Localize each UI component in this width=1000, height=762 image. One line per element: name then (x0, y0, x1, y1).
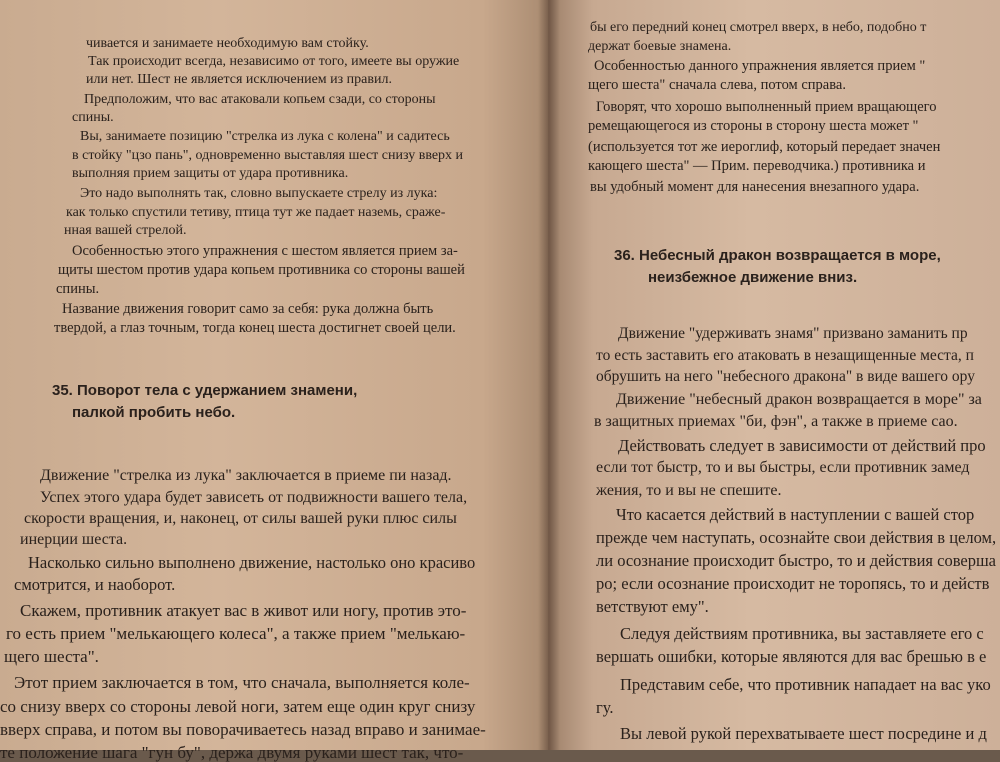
text-line: смотрится, и наоборот. (14, 575, 176, 594)
section-heading-35-line2: палкой пробить небо. (72, 404, 236, 421)
text-line: Действовать следует в зависимости от действий про (618, 436, 986, 455)
text-line: нная вашей стрелой. (64, 223, 187, 238)
text-line: Это надо выполнять так, словно выпускаете стрелу из лука: (80, 186, 438, 201)
text-line: Особенностью данного упражнения является прием " (594, 58, 926, 74)
text-line: Вы левой рукой перехватываете шест посредине и д (620, 724, 987, 743)
section-heading-36: 36. Небесный дракон возвращается в море, (614, 247, 941, 264)
text-line: те положение шага "гун бу", держа двумя руками шест так, что- (0, 743, 464, 762)
text-line: в стойку "цзо пань", одновременно выставляя шест снизу вверх и (72, 148, 464, 163)
text-line: ро; если осознание происходит не торопясь, то и действ (596, 574, 990, 593)
section-heading-35: 35. Поворот тела с удержанием знамени, (52, 382, 358, 399)
text-line: Движение "небесный дракон возвращается в море" за (616, 391, 982, 408)
text-line: ли осознание происходит быстро, то и действия соверша (596, 551, 997, 570)
text-line: скорости вращения, и, наконец, от силы вашей руки плюс силы (24, 510, 457, 527)
text-line: го есть прием "мелькающего колеса", а также прием "мелькаю- (6, 624, 466, 643)
text-line: щиты шестом против удара копьем противника со стороны вашей (58, 262, 465, 278)
text-line: спины. (56, 281, 100, 297)
right-book-page (548, 0, 1000, 750)
text-line: чивается и занимаете необходимую вам стойку. (86, 36, 369, 51)
text-line: то есть заставить его атаковать в незащищенные места, п (596, 347, 974, 364)
text-line: вы удобный момент для нанесения внезапного удара. (590, 179, 920, 195)
text-line: Успех этого удара будет зависеть от подвижности вашего тела, (40, 489, 468, 506)
text-line: Название движения говорит само за себя: рука должна быть (62, 301, 434, 317)
text-line: Насколько сильно выполнено движение, настолько оно красиво (28, 553, 476, 572)
text-line: или нет. Шест не является исключением из правил. (86, 72, 392, 87)
text-line: держат боевые знамена. (588, 39, 732, 54)
text-line: спины. (72, 110, 114, 125)
book-spine-gutter (538, 0, 560, 750)
text-line: бы его передний конец смотрел вверх, в небо, подобно т (590, 20, 927, 35)
text-line: со снизу вверх со стороны левой ноги, затем еще один круг снизу (0, 697, 476, 716)
text-line: твердой, а глаз точным, тогда конец шеста достигнет своей цели. (54, 320, 456, 336)
text-line: если тот быстр, то и вы быстры, если противник замед (596, 459, 970, 476)
text-line: инерции шеста. (20, 531, 128, 548)
section-heading-36-line2: неизбежное движение вниз. (648, 269, 858, 286)
text-line: как только спустили тетиву, птица тут же падает наземь, сраже- (66, 205, 446, 220)
text-line: в защитных приемах "би, фэн", а также в приеме сао. (594, 413, 958, 430)
text-line: щего шеста". (4, 647, 99, 666)
text-line: Особенностью этого упражнения с шестом является прием за- (72, 243, 458, 259)
text-line: щего шеста" сначала слева, потом справа. (588, 77, 846, 93)
text-line: обрушить на него "небесного дракона" в виде вашего ору (596, 368, 975, 385)
text-line: ремещающегося из стороны в сторону шеста может " (588, 118, 919, 134)
text-line: Вы, занимаете позицию "стрелка из лука с колена" и садитесь (80, 129, 450, 144)
text-line: Следуя действиям противника, вы заставляете его с (620, 624, 984, 643)
text-line: Так происходит всегда, независимо от того, имеете вы оружие (88, 54, 460, 69)
text-line: вершать ошибки, которые являются для вас брешью в е (596, 647, 987, 666)
text-line: Скажем, противник атакует вас в живот или ногу, против это- (20, 601, 467, 620)
text-line: Представим себе, что противник нападает на вас уко (620, 675, 991, 694)
text-line: прежде чем наступать, осознайте свои действия в целом, (596, 528, 997, 547)
text-line: Что касается действий в наступлении с вашей стор (616, 505, 975, 524)
text-line: Предположим, что вас атаковали копьем сзади, со стороны (84, 92, 436, 107)
text-line: ветствуют ему". (596, 597, 709, 616)
text-line: Движение "удерживать знамя" призвано заманить пр (618, 325, 968, 342)
text-line: Движение "стрелка из лука" заключается в приеме пи назад. (40, 467, 452, 484)
text-line: (используется тот же иероглиф, который передает значен (588, 139, 941, 155)
text-line: Этот прием заключается в том, что сначала, выполняется коле- (14, 673, 470, 692)
text-line: жения, то и вы не спешите. (596, 482, 782, 499)
text-line: кающего шеста" — Прим. переводчика.) противника и (588, 158, 926, 174)
text-line: вверх справа, и потом вы поворачиваетесь назад вправо и занимае- (0, 720, 486, 739)
text-line: гу. (596, 698, 614, 717)
text-line: выполняя прием защиты от удара противника. (72, 166, 349, 181)
text-line: Говорят, что хорошо выполненный прием вращающего (596, 99, 937, 115)
